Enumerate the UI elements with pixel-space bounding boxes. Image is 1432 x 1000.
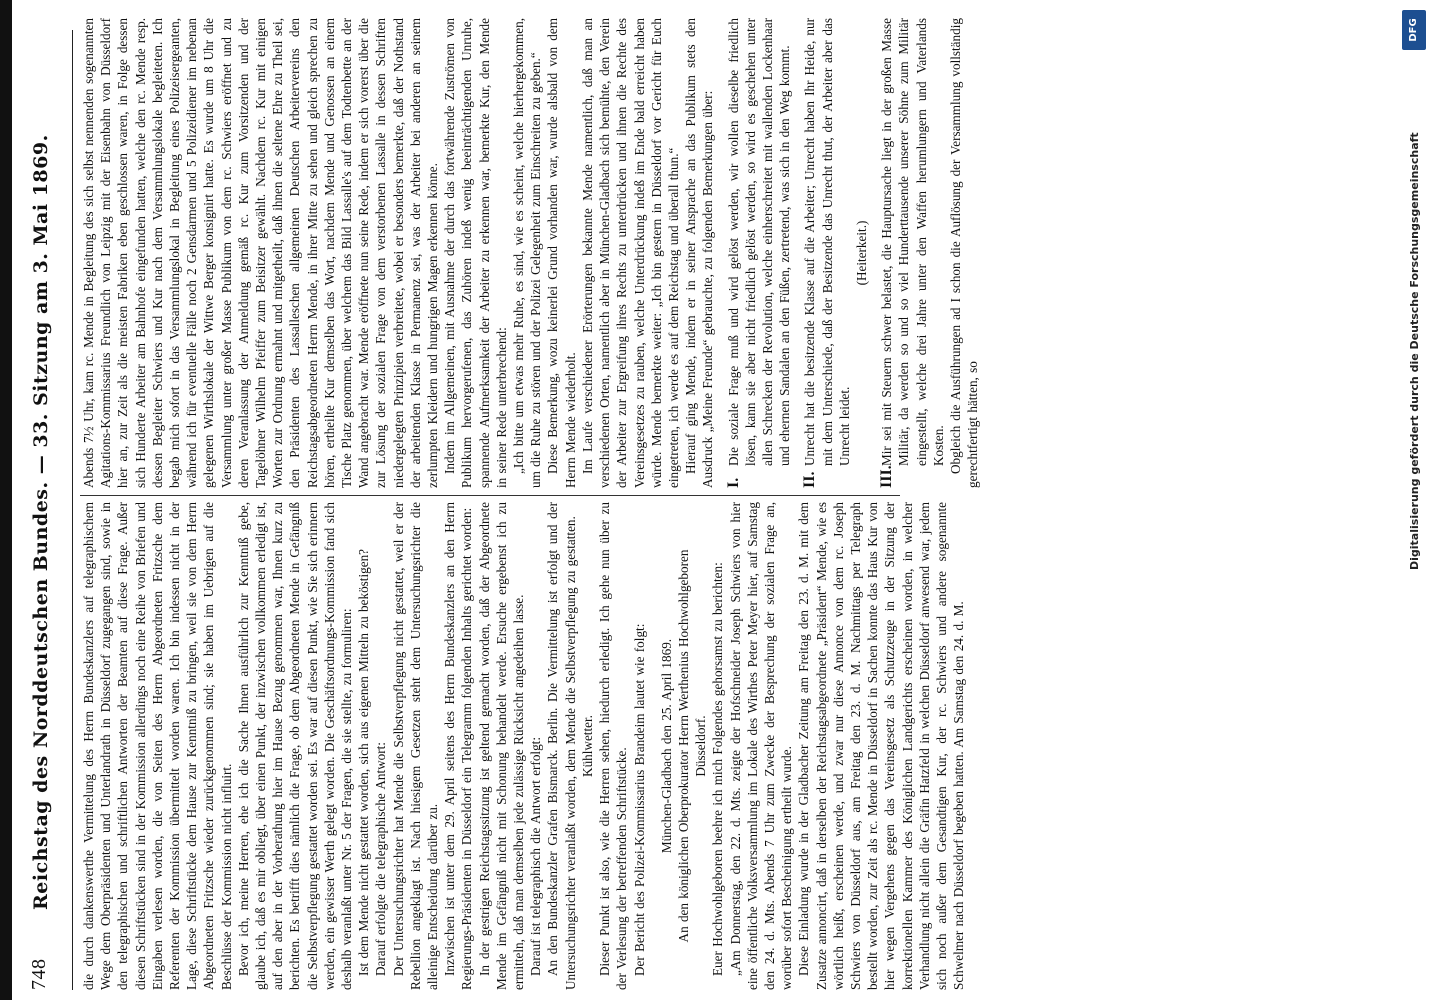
item-mark: II. <box>801 471 819 488</box>
item-text: Mir sei mit Steuern schwer belastet, die Hauptursache liegt in der großen Masse Militär, da werden so und so viel Hunderttausende unserer Söhne zum Militär eingestellt, welche drei Jahre unter den Waffen herumlungern und Vaterlands Kosten. <box>879 18 946 466</box>
paragraph: Euer Hochwohlgeboren beehre ich mich Folgendes gehorsamst zu berichten: <box>710 562 726 976</box>
paragraph: Indem im Allgemeinen, mit Ausnahme der durch das fortwährende Zuströmen von Publikum hervorgerufenen, das Zuhören indeß wenig beeinträchtigenden Unruhe, spannende Aufmerksamkeit der Arbeiter zu erkennen war, bemerkte Kur, den Mende in seiner Rede unterbrechend: <box>442 18 509 488</box>
paragraph: Diese Einladung wurde in der Gladbacher Zeitung am Freitag den 23. d. M. mit dem Zusatze annoncirt, daß in derselben der Reichstagsabgeordnete „Präsident“ Mende, wie es wörtlich heißt, erscheinen werde, und zwar nur diese Annonce von dem rc. Joseph Schwiers von Düsseldorf aus, am Freitag den 23. d. M. Nachmittags per Telegraph bestellt worden, zur Zeit als rc. Mende in Düsseldorf in Sachen konnte das Haus Kur von hier wegen Vergehens gegen das Vereinsgesetz als Schutzzeuge in der Sitzung der korrektionellen Kammer des Königlichen Landgerichts erscheinen worden, in welcher Verhandlung nicht allein die Gräfin Hatzfeld in welchen Düsseldorf anwesend war, jedem sich noch außer dem Gesandtigen Kur, der rc. Schwiers und andere sogenannte Schwelmer nach Düsseldorf begeben hatten. Am Samstag den 24. d. M. <box>796 502 967 990</box>
page-number: 748 <box>28 958 50 990</box>
paragraph: Dieser Punkt ist also, wie die Herren sehen, hiedurch erledigt. Ich gehe nun über zu der Verlesung der betreffenden Schriftstücke. <box>597 502 630 990</box>
paragraph: Inzwischen ist unter dem 29. April seitens des Herrn Bundeskanzlers an den Herrn Regierungs-Präsidenten in Düsseldorf ein Telegramm folgenden Inhalts gerichtet worden: <box>442 502 475 990</box>
paragraph: Darauf erfolgte die telegraphische Antwort: <box>373 742 389 976</box>
header-rule <box>72 30 73 990</box>
paragraph: Obgleich die Ausführungen ad I schon die Auflösung der Versammlung vollständig gerechtfertigt hätten, so <box>947 18 981 488</box>
paragraph: Der Untersuchungsrichter hat Mende die Selbstverpflegung nicht gestattet, weil er der Rebellion angeklagt ist. Nach hiesigem Gesetzen steht dem Untersuchungsrichter die alleinige Entscheidung darüber zu. <box>390 502 441 990</box>
paragraph: In der gestrigen Reichstagssitzung ist geltend gemacht worden, daß der Abgeordnete Mende im Gefängniß nicht mit Schonung behandelt werde. Ersuche ergebenst ich zu ermitteln, daß man demselben jede zulässige Rücksicht angedeihen lasse. <box>476 502 527 990</box>
digitization-note: Digitalisierung gefördert durch die Deutsche Forschungsgemeinschaft <box>1408 132 1421 570</box>
item-mark: I. <box>724 477 742 488</box>
paragraph: Im Laufe verschiedener Erörterungen bekannte Mende namentlich, daß man an verschiedenen Orten, namentlich aber in München-Gladbach sich bemühte, den Verein der Arbeiter zur Ergreifung ihres Rechts zu unterdrücken und ihnen die Rechte des Vereinsgesetzes zu rauben, welche Unterdrückung indeß im Ende bald erreicht haben würde. Mende bemerkte weiter: „Ich bin gestern in Düsseldorf vor Gericht für Euch eingetreten, ich werde es auf dem Reichstag und überall thun.“ <box>579 18 681 488</box>
running-title: Reichstag des Norddeutschen Bundes. — 33. Sitzung am 3. Mai 1869. <box>30 134 52 910</box>
digitization-footer <box>1402 0 1432 1000</box>
left-text-column <box>80 502 967 990</box>
stage-direction: (Heiterkeit.) <box>853 220 869 286</box>
paragraph: Der Bericht des Polizei-Kommissarius Brandeim lautet wie folgt: <box>631 623 647 976</box>
column-divider <box>80 495 900 496</box>
right-text-column <box>80 18 981 488</box>
paragraph: Ist dem Mende nicht gestattet worden, sich aus eigenen Mitteln zu beköstigen? <box>356 548 372 976</box>
paragraph: die durch dankenswerthe Vermittelung des Herrn Bundeskanzlers auf telegraphischem Wege dem Oberpräsidenten und Unterlandrath in Düsseldorf zugegangen sind, sowie in den telegraphischen und schriftlichen Antworten der Beamten auf diese Frage. Außer diesen Schriftstücken sind in der Kommission allerdings noch eine Reihe von Briefen und Eingaben verlesen worden, die von Seiten des Herrn Abgeordneten Fritzsche dem Referenten der Kommission übermittelt worden waren. Ich bin indessen nicht in der Lage, diese Schriftstücke dem Hause zur Kenntniß zu bringen, weil sie von dem Herrn Abgeordneten Fritzsche wieder zurückgenommen sind; sie haben im Uebrigen auf die Beschlüsse der Kommission nicht influirt. <box>81 502 234 990</box>
paragraph: „Am Donnerstag, den 22. d. Mts. zeigte der Hofschneider Joseph Schwiers von hier eine öffentliche Volksversammlung im Lokale des Wirthes Peter Meyer hier, auf Samstag den 24. d. Mts. Abends 7 Uhr zum Zwecke der Besprechung der sozialen Frage an, worüber sofort Bescheinigung ertheilt wurde. <box>727 502 795 990</box>
dfg-logo: DFG <box>1402 10 1426 50</box>
item-text: Die soziale Frage muß und wird gelöst werden, wir wollen dieselbe friedlich lösen, kann sie aber nicht friedlich gelöst werden, so wird es geschehen unter allen Schrecken der Revolution, welche einherschreitet mit wallenden Lockenhaar und ehernen Sandalen an den Füßen, zertretend, was sich in den Weg kommt. <box>725 18 793 466</box>
paragraph: Abends 7½ Uhr, kam rc. Mende in Begleitung des sich selbst nennenden sogenannten Agitations-Kommissarius Freundlich von Leipzig mit der Eisenbahn von Düsseldorf hier an, zur Zeit als die meisten Fabriken eben geschlossen waren, in Folge dessen sich Hunderte Arbeiter am Bahnhofe eingefunden hatten, welche den rc. Mende resp. dessen Begleiter Schwiers und Kur nach dem Versammlungslokale begleiteten. Ich begab mich sofort in das Versammlungslokal in Begleitung eines Polizeisergeanten, während ich für eventuelle Fälle noch 2 Gensdarmen und 5 Polizeidiener im nebenan gelegenen Wirthslokale der Wittwe Berger konsignirt hatte. Es wurde um 8 Uhr die Versammlung unter großer Masse Publikum von dem rc. Schwiers eröffnet und zu deren Veranlassung der Anmeldung gemäß rc. Kur zum Vorsitzenden und der Tagelöhner Wilhelm Pfeiffer zum Beisitzer gewählt. Nachdem rc. Kur mit einigen Worten zur Ordnung ermahnt und mitgetheilt, daß ihnen die seltene Ehre zu Theil sei, den Präsidenten des Lassalleschen allgemeinen Deutschen Arbeitervereins den Reichstagsabgeordneten Herrn Mende, in ihrer Mitte zu sehen und gleich sprechen zu hören, ertheilte Kur demselben das Wort, nachdem Mende und Genossen an einem Tische Platz genommen, über welchem das Bild Lassalle's auf dem Todtenbette an der Wand angebracht war. Mende eröffnete nun seine Rede, indem er sich vorerst über die zur Lösung der sozialen Frage von dem verstorbenen Lassalle in dessen Schriften niedergelegten Prinzipien verbreitete, wobei er besonders bemerkte, daß der Nothstand der arbeitenden Klasse in Permanenz sei, was der Arbeiter bei anderen an seinem zerlumpten Kleidern und hungrigen Magen erkennen könne. <box>81 18 441 488</box>
paragraph: Bevor ich, meine Herren, ehe ich die Sache Ihnen ausführlich zur Kenntniß gebe, glaube ich, daß es mir obliegt, über einen Punkt, der inzwischen vollkommen erledigt ist, auf den aber in der Vorberathung hier im Hause Bezug genommen war, Ihnen kurz zu berichten. Es betrifft dies nämlich die Frage, ob dem Abgeordneten Mende in Gefängniß die Selbstverpflegung gestattet worden sei. Es war auf diesen Punkt, wie Sie sich erinnern werden, ein gewisser Werth gelegt worden. Die Geschäftsordnungs-Kommission fand sich deshalb veranlaßt unter Nr. 5 der Fragen, die sie stellte, zu formuliren: <box>235 502 355 990</box>
numbered-item-3 <box>878 18 947 488</box>
paragraph: „Ich bitte um etwas mehr Ruhe, es sind, wie es scheint, welche hierhergekommen, um die Ruhe zu stören und der Polizei Gelegenheit zum Einschreiten zu geben.“ <box>511 18 544 488</box>
item-text: Unrecht hat die besitzende Klasse auf die Arbeiter; Unrecht haben Ihr Heide, nur mit dem Unterschiede, daß der Besitzende das Unrecht thut, der Arbeiter aber das Unrecht leidet. <box>802 18 852 466</box>
signature: Kühlwetter. <box>579 715 595 777</box>
scan-edge-bar <box>0 0 12 1000</box>
dateline: München-Gladbach den 25. April 1869. <box>658 638 674 854</box>
numbered-item-2 <box>801 18 853 488</box>
paragraph: Darauf ist telegraphisch die Antwort erfolgt: <box>528 736 544 976</box>
paragraph: An den Bundeskanzler Grafen Bismarck. Berlin. Die Vermittelung ist erfolgt und der Untersuchungsrichter veranlaßt worden, dem Mende die Selbstverpflegung zu gestatten. <box>545 502 578 990</box>
addressee: An den königlichen Oberprokurator Herrn Werthenius Hochwohlgeboren <box>675 549 691 943</box>
paragraph: Hierauf ging Mende, indem er in seiner Ansprache an das Publikum stets den Ausdruck „Meine Freunde“ gebrauchte, zu folgenden Bemerkungen über: <box>683 18 716 488</box>
page-header <box>22 30 62 990</box>
place: Düsseldorf. <box>693 715 709 777</box>
numbered-item-1 <box>725 18 794 488</box>
item-mark: III. <box>878 465 896 488</box>
paragraph: Diese Bemerkung, wozu keinerlei Grund vorhanden war, wurde alsbald von dem Herrn Mende wiederholt. <box>545 18 578 488</box>
